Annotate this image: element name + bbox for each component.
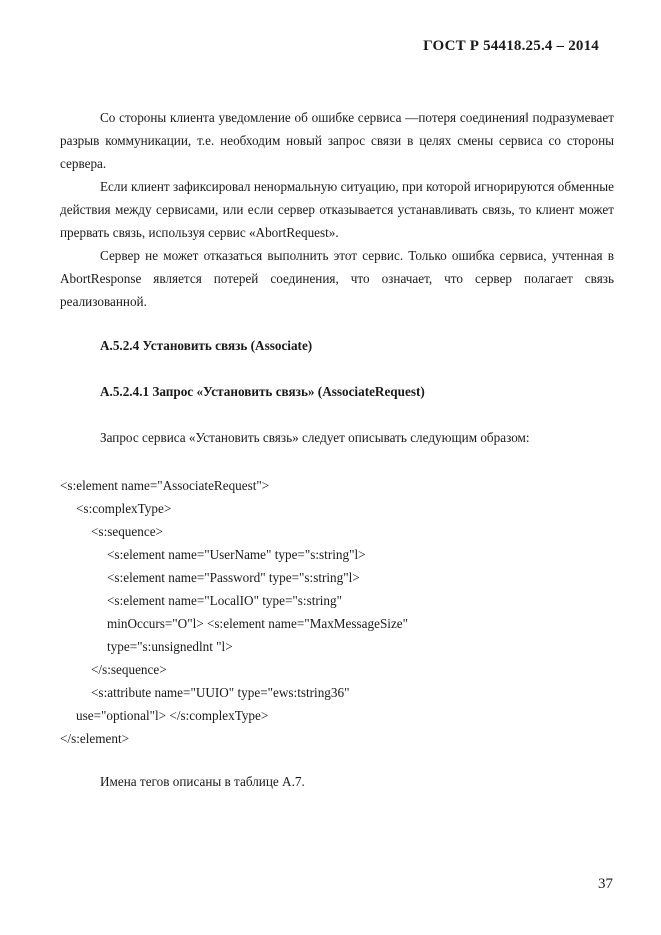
code-line: use="optional"l> </s:complexType>	[76, 708, 269, 723]
paragraph-abort-request: Если клиент зафиксировал ненормальную ситуацию, при которой игнорируются обменные действия между сервисами, или если сервер отказывается устанавливать связь, то клиент может прервать связь, используя сервис «AbortRequest».	[60, 179, 614, 240]
document-header: ГОСТ Р 54418.25.4 – 2014	[423, 38, 599, 54]
code-line: <s:sequence>	[91, 524, 163, 539]
intro-text: Запрос сервиса «Установить связь» следует описывать следующим образом:	[100, 430, 530, 445]
paragraph-service-error: Со стороны клиента уведомление об ошибке сервиса ―потеря соединения‖ подразумевает разрыв коммуникации, т.е. необходим новый запрос связи в целях смены сервиса со стороны сервера.	[60, 110, 614, 171]
code-line: minOccurs="O"l> <s:element name="MaxMessageSize"	[107, 616, 409, 631]
closing-text: Имена тегов описаны в таблице А.7.	[100, 774, 305, 789]
paragraph-abort-response: Сервер не может отказаться выполнить этот сервис. Только ошибка сервиса, учтенная в AbortResponse является потерей соединения, что означает, что сервер полагает связь реализованной.	[60, 248, 614, 309]
code-line: type="s:unsignedlnt "l>	[107, 639, 233, 654]
code-line: <s:attribute name="UUIO" type="ews:tstring36"	[91, 685, 350, 700]
code-line: <s:element name="Password" type="s:string"l>	[107, 570, 360, 585]
section-heading: А.5.2.4 Установить связь (Associate)	[100, 338, 313, 353]
code-line: <s:element name="LocalIO" type="s:string"	[107, 593, 343, 608]
code-line: <s:element name="AssociateRequest">	[60, 478, 270, 493]
subsection-heading: А.5.2.4.1 Запрос «Установить связь» (AssociateRequest)	[100, 384, 425, 399]
code-line: </s:sequence>	[91, 662, 167, 677]
xml-code-block	[60, 474, 620, 750]
code-line: </s:element>	[60, 731, 130, 746]
page-number: 37	[598, 876, 613, 892]
code-line: <s:complexType>	[76, 501, 172, 516]
code-line: <s:element name="UserName" type="s:string"l>	[107, 547, 366, 562]
